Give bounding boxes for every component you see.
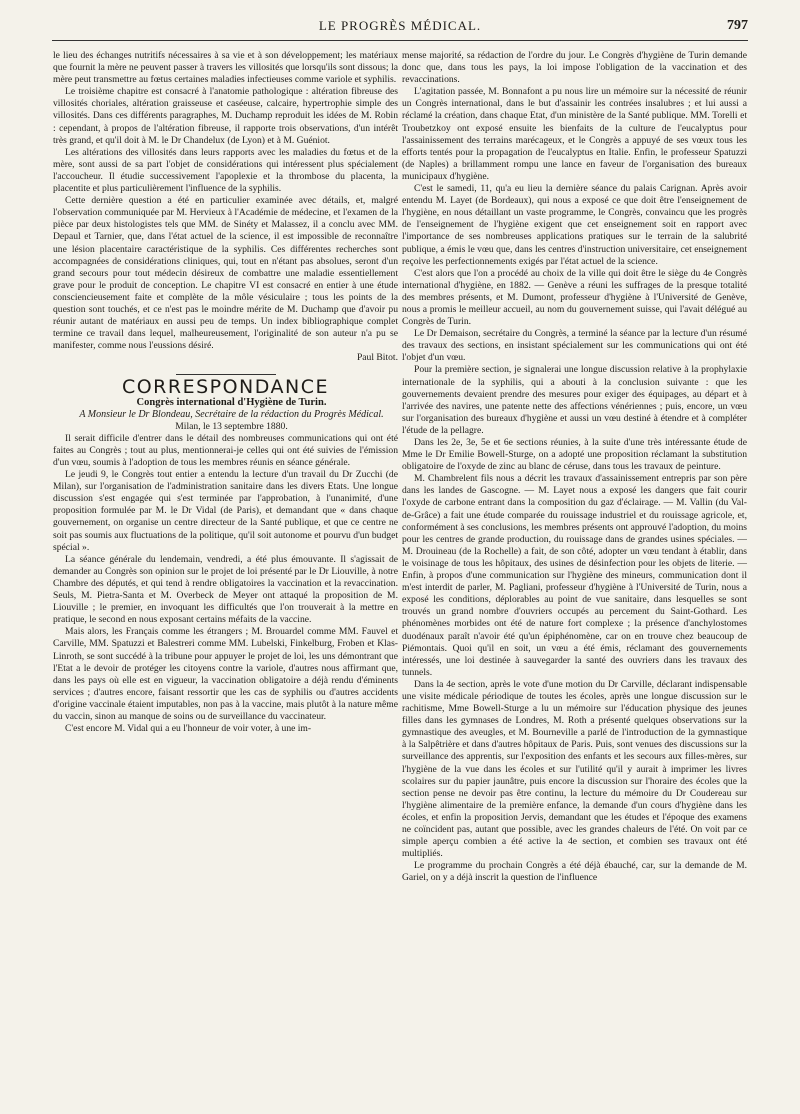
paragraph: C'est encore M. Vidal qui a eu l'honneur de voir voter, à une im- — [65, 723, 312, 735]
paragraph: C'est le samedi, 11, qu'a eu lieu la dernière séance du palais Carignan. Après avoir entendu M. Layet (de Bordeaux), qui nous a exposé ce que doit être l'enseignement de l'hygiène, en nous détaillant un vaste programme, le Congrès, convaincu que les progrès de l'enseignement de l'hygiène exigent que cet enseignement soit en rapport avec l'importance de ses nombreuses applications pratiques sur le terrain de la salubrité publique, a émis le vœu que, dans les centres d'instruction universitaire, cet enseignement reçoive les perfectionnements exigés par l'état actuel de la science. — [402, 183, 747, 267]
paragraph: Dans la 4e section, après le vote d'une motion du Dr Carville, déclarant indispensable une visite médicale périodique de toutes les écoles, après une longue discussion sur le rachitisme, Mme Bowell-Sturge a lu un mémoire sur l'éducation physique des jeunes filles dans les gymnases de Londres, M. Roth a présenté quelques observations sur la gymnastique des aveugles, et M. Bourneville a parlé de l'introduction de la gymnastique à la Salpêtrière et dans d'autres hôpitaux de Paris. Puis, sont venues des discussions sur la surveillance des apprentis, sur l'exposition des enfants et les secours aux filles-mères, sur l'hygiène de la vue dans les écoles et sur l'utilité qu'il y aurait à imprimer les livres scolaires sur du papier jaunâtre, puis encore la discussion sur l'horaire des écoles que la section pense ne devoir pas être continu, la lecture du mémoire du Dr Coudereau sur l'hygiène alimentaire de la première enfance, la demande d'un cours d'hygiène dans les écoles, et enfin la proposition Jervis, demandant que les études et l'époque des examens ne coïncident pas, autant que possible, avec les grandes chaleurs de l'été. On voit par ce simple aperçu combien a été active la 4e section, et combien ses travaux ont été multipliés. — [402, 678, 747, 860]
section-divider — [176, 374, 276, 375]
paragraph: Le troisième chapitre est consacré à l'anatomie pathologique : altération fibreuse des villosités choriales, altération graisseuse et caséeuse, calcaire, hypertrophie simple des villosités. Dans ces différents paragraphes, M. Duchamp reproduit les idées de M. Robin : cependant, à propos de l'altération fibreuse, il rapporte trois observations, d'un intérêt très grand, et qu'il doit à M. le Dr Chandelux (de Lyon) et à M. Guéniot. — [53, 86, 398, 146]
right-column — [402, 50, 747, 1094]
letter-address: A Monsieur le Dr Blondeau, Secrétaire de la rédaction du Progrès Médical. — [79, 408, 384, 420]
paragraph: L'agitation passée, M. Bonnafont a pu nous lire un mémoire sur la nécessité de réunir un Congrès international, dans le but d'assainir les contrées insalubres ; et lui aussi a réclamé la création, dans chaque Etat, d'un ministère de la Santé publique. MM. Torelli et Troubetzkoy ont exposé ensuite les bienfaits de la culture de l'eucalyptus pour l'assainissement des terrains marécageux, et le Congrès a appuyé de ses vœux tous les efforts tentés pour la propagation de l'eucalyptus en Italie. Enfin, le professeur Spatuzzi (de Naples) a brillamment rompu une lance en faveur de l'organisation des bureaux municipaux d'hygiène. — [402, 86, 747, 182]
running-title: LE PROGRÈS MÉDICAL. — [318, 18, 482, 33]
paragraph: Mais alors, les Français comme les étrangers ; M. Brouardel comme MM. Fauvel et Carville, MM. Spatuzzi et Balestreri comme MM. Lubelski, Finkelburg, Froben et Klas-Linroth, se sont succédé à la tribune pour appuyer le projet de loi, les uns démontrant que l'Etat a le devoir de protéger les citoyens contre la variole, d'autres nous affirmant que, dans les pays où elle est en vigueur, la vaccination obligatoire a déjà rendu d'éminents services ; d'autres encore, faisant ressortir que les cas de syphilis ou d'autres accidents d'origine vaccinale étaient imputables, non pas à la vaccine, mais plutôt à la nature même du vaccin, sinon au manque de soins ou de surveillance du vaccinateur. — [53, 626, 398, 722]
review-signature: Paul Bitot. — [356, 352, 398, 364]
paragraph: Il serait difficile d'entrer dans le détail des nombreuses communications qui ont été faites au Congrès ; tout au plus, mentionnerai-je celles qui ont été suivies de l'émission d'un vœu, soumis à l'adoption de tous les membres réunis en séance générale. — [53, 432, 398, 468]
paragraph: C'est alors que l'on a procédé au choix de la ville qui doit être le siège du 4e Congrès international d'hygiène, en 1882. — Genève a réuni les suffrages de la presque totalité des membres présents, et M. Dumont, professeur d'hygiène à l'Université de Genève, nous a promis le meilleur accueil, au nom du gouvernement suisse, qui l'avait délégué au Congrès de Turin. — [402, 267, 747, 328]
page-header — [52, 18, 748, 38]
left-column — [53, 50, 398, 1090]
section-heading: CORRESPONDANCE — [121, 376, 330, 399]
letter-dateline: Milan, le 13 septembre 1880. — [175, 420, 288, 432]
paragraph: Pour la première section, je signalerai une longue discussion relative à la prophylaxie internationale de la syphilis, qui a abouti à la conclusion suivante : que les gouvernements devaient prendre des mesures pour exiger des équipages, au départ et à l'arrivée des navires, une patente nette des affections vénériennes ; puis, encore, un vœu sur l'organisation des bureaux d'hygiène et aussi un vœu destiné à étendre et à compléter l'étude de la pellagre. — [402, 364, 747, 436]
paragraph: La séance générale du lendemain, vendredi, a été plus émouvante. Il s'agissait de demander au Congrès son opinion sur le projet de loi présenté par le Dr Liouville, à notre Chambre des députés, et qui tend à rendre obligatoires la vaccination et la revaccination. Seuls, M. Pietra-Santa et M. Overbeck de Meyer ont attaqué la proposition de M. Liouville ; le premier, en invoquant les difficultés que l'on trouverait à la mettre en pratique, le second en nous exposant certains méfaits de la vaccine. — [53, 553, 398, 626]
paragraph: Les altérations des villosités dans leurs rapports avec les maladies du fœtus et de la mère, sont aussi de sa part l'objet de considérations qui intéressent plus spécialement l'accoucheur. Il étudie successivement l'apoplexie et la thrombose du placenta, la placentite et plus particulièrement l'influence de la syphilis. — [53, 146, 398, 195]
paragraph: le lieu des échanges nutritifs nécessaires à sa vie et à son développement; les matériaux que fournit la mère ne peuvent passer à travers les villosités que lorsqu'ils sont dissous; la mère peut transmettre au fœtus certaines maladies infectieuses comme variole et syphilis. — [53, 50, 398, 86]
paragraph: Le programme du prochain Congrès a été déjà ébauché, car, sur la demande de M. Gariel, on y a déjà inscrit la question de l'influence — [402, 860, 747, 884]
paragraph: Le jeudi 9, le Congrès tout entier a entendu la lecture d'un travail du Dr Zucchi (de Milan), sur l'organisation de l'administration sanitaire dans les divers Etats. Une longue discussion s'est engagée qui s'est terminée par l'approbation, à l'unanimité, d'une proposition formulée par M. le Dr Vidal (de Paris), et demandant que « dans chaque gouvernement, on organise un centre directeur de la Santé publique, et que ce centre ne soit pas soumis aux fluctuations de la politique, qu'il soit autonome et pourvu d'un budget spécial ». — [53, 469, 398, 553]
header-rule — [52, 40, 748, 41]
page-number: 797 — [727, 18, 748, 33]
section-subheading: Congrès international d'Hygiène de Turin. — [136, 396, 327, 408]
paragraph: mense majorité, sa rédaction de l'ordre du jour. Le Congrès d'hygiène de Turin demande donc que, dans tous les pays, la loi impose l'obligation de la vaccination et des revaccinations. — [402, 50, 747, 86]
paragraph: Le Dr Demaison, secrétaire du Congrès, a terminé la séance par la lecture d'un résumé des travaux des sections, en insistant spécialement sur les communications qui ont été l'objet d'un vœu. — [402, 328, 747, 364]
paragraph: M. Chambrelent fils nous a décrit les travaux d'assainissement entrepris par son père dans les landes de Gascogne. — M. Layet nous a exposé les dangers que fait courir l'oxyde de carbone entrant dans la composition du gaz d'éclairage. — M. Vallin (du Val-de-Grâce) a fait une étude comparée du rouissage industriel et du rouissage agricole, et, conformément à ses conclusions, les membres présents ont approuvé l'adoption, du moins pour les centres de grande production, du rouissage dans de grandes usines spéciales. — M. Drouineau (de la Rochelle) a fait, de son côté, adopter un vœu tendant à établir, dans le voisinage de tous les hôpitaux, des usines de désinfection pour les objets de literie. — Enfin, à propos d'une communication sur l'hygiène des mineurs, communication dont il m'est interdit de parler, M. Pagliani, professeur d'hygiène à l'Université de Turin, nous a exposé les conditions, déplorables au point de vue sanitaire, dans lesquelles se sont trouvés un grand nombre d'ouvriers occupés au percement du Saint-Gothard. Les phénomènes morbides ont été de nature fort complexe ; la présence d'anchylostomes duodénaux paraît n'avoir été qu'un épiphénomène, car on en trouve chez beaucoup de Piémontais. Quoi qu'il en soit, un vœu a été émis, réclamant des gouvernements intéressés, une loi destinée à sauvegarder la santé des ouvriers dans les travaux des tunnels. — [402, 473, 747, 678]
paragraph: Dans les 2e, 3e, 5e et 6e sections réunies, à la suite d'une très intéressante étude de Mme le Dr Emilie Bowell-Sturge, on a adopté une proposition réclamant la substitution obligatoire de l'oxyde de zinc au blanc de céruse, dans tous les travaux de peinture. — [402, 437, 747, 473]
paragraph: Cette dernière question a été en particulier examinée avec détails, et, malgré l'observation communiquée par M. Hervieux à l'Académie de médecine, et l'examen de la pièce par deux histologistes tels que MM. de Sinéty et Malassez, il a conclu avec MM. Depaul et Tarnier, que, dans l'état actuel de la science, il est impossible de reconnaître une lésion placentaire caractéristique de la syphilis. Ces différentes recherches sont accompagnées de considérations cliniques, qui, tout en n'étant pas absolues, seront d'un grand secours pour tout médecin désireux de combattre une maladie essentiellement grave pour le produit de conception. Le chapitre VI est consacré en entier à une étude consciencieusement faite et complète de la môle vésiculaire ; tous les points de la question sont touchés, et ce n'est pas le moindre mérite de M. Duchamp que d'avoir pu réunir autant de matériaux en aussi peu de temps. Un index bibliographique complet termine ce travail dans lequel, malheureusement, l'originalité de son auteur n'a pu se manifester, comme nous l'eussions désiré. — [53, 195, 398, 352]
